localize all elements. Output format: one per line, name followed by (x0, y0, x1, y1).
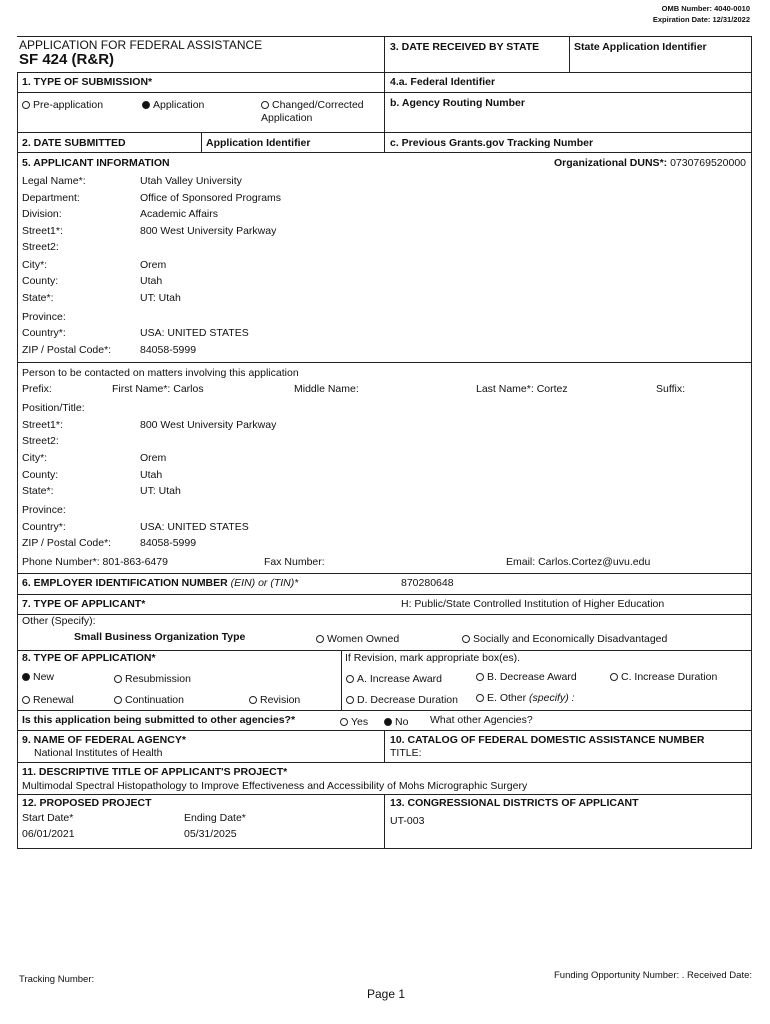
women-owned-option[interactable]: Women Owned (316, 633, 399, 645)
contact-state-value: UT: Utah (140, 485, 181, 497)
federal-identifier-label: 4.a. Federal Identifier (390, 76, 496, 88)
ending-date-value: 05/31/2025 (184, 828, 237, 840)
what-other-agencies: What other Agencies? (430, 714, 533, 726)
applicant-label-2: Division: (22, 208, 62, 220)
division-value: Academic Affairs (140, 208, 219, 220)
agency-routing-number-label: b. Agency Routing Number (390, 97, 525, 109)
tracking-number-label: Tracking Number: (19, 974, 95, 985)
previous-tracking-number-label: c. Previous Grants.gov Tracking Number (390, 137, 594, 149)
type-of-submission-title: 1. TYPE OF SUBMISSION* (22, 76, 153, 88)
applicant-label-5: City*: (22, 259, 48, 271)
other-option[interactable]: E. Other (specify) : (476, 692, 575, 704)
disadvantaged-option[interactable]: Socially and Economically Disadvantaged (462, 633, 667, 645)
cfda-title: 10. CATALOG OF FEDERAL DOMESTIC ASSISTANCE NUMBER (390, 734, 705, 746)
applicant-label-10: ZIP / Postal Code*: (22, 344, 112, 356)
renewal-option[interactable]: Renewal (22, 694, 74, 706)
project-title-label: 11. DESCRIPTIVE TITLE OF APPLICANT'S PROJECT* (22, 766, 288, 778)
congressional-districts-title: 13. CONGRESSIONAL DISTRICTS OF APPLICANT (390, 797, 639, 809)
department-value: Office of Sponsored Programs (140, 192, 282, 204)
form-title: APPLICATION FOR FEDERAL ASSISTANCE (19, 38, 263, 52)
pre-application-option[interactable]: Pre-application (22, 99, 103, 111)
no-radio[interactable] (384, 718, 392, 726)
start-date-value: 06/01/2021 (22, 828, 75, 840)
cfda-title-label: TITLE: (390, 747, 422, 759)
country-value: USA: UNITED STATES (140, 327, 249, 339)
application-radio[interactable] (142, 101, 150, 109)
disadvantaged-radio[interactable] (462, 635, 470, 643)
application-option[interactable]: Application (142, 99, 204, 111)
expiration-date: Expiration Date: 12/31/2022 (652, 15, 750, 24)
decrease-duration-option[interactable]: D. Decrease Duration (346, 694, 458, 706)
increase-duration-radio[interactable] (610, 673, 618, 681)
contact-phone: Phone Number*: 801-863-6479 (22, 556, 168, 568)
contact-email: Email: Carlos.Cortez@uvu.edu (506, 556, 651, 568)
continuation-option[interactable]: Continuation (114, 694, 184, 706)
applicant-label-6: County: (22, 275, 59, 287)
date-received-label: 3. DATE RECEIVED BY STATE (390, 41, 540, 53)
changed-corrected-option[interactable]: Changed/Corrected (261, 99, 364, 111)
contact-country-value: USA: UNITED STATES (140, 521, 249, 533)
renewal-radio[interactable] (22, 696, 30, 704)
contact-zip-value: 84058-5999 (140, 537, 197, 549)
revision-option[interactable]: Revision (249, 694, 300, 706)
women-owned-radio[interactable] (316, 635, 324, 643)
county-value: Utah (140, 275, 163, 287)
contact-last-name: Last Name*: Cortez (476, 383, 568, 395)
type-of-applicant-value: H: Public/State Controlled Institution of Higher Education (401, 598, 665, 610)
decrease-award-radio[interactable] (476, 673, 484, 681)
contact-street1-value: 800 West University Parkway (140, 419, 277, 431)
contact-label-0: Position/Title: (22, 402, 85, 414)
city-value: Orem (140, 259, 167, 271)
zip-value: 84058-5999 (140, 344, 197, 356)
date-submitted-label: 2. DATE SUBMITTED (22, 137, 126, 149)
small-business-type-label: Small Business Organization Type (74, 631, 246, 643)
type-of-applicant-title: 7. TYPE OF APPLICANT* (22, 598, 146, 610)
increase-duration-option[interactable]: C. Increase Duration (610, 671, 717, 683)
other-agencies-question: Is this application being submitted to other agencies?* (22, 714, 296, 726)
contact-fax: Fax Number: (264, 556, 325, 568)
contact-first-name: First Name*: Carlos (112, 383, 204, 395)
contact-label-1: Street1*: (22, 419, 63, 431)
congressional-districts-value: UT-003 (390, 815, 425, 827)
legal-name-value: Utah Valley University (140, 175, 242, 187)
new-option[interactable]: New (22, 671, 54, 683)
revision-note: If Revision, mark appropriate box(es). (345, 652, 521, 664)
resubmission-radio[interactable] (114, 675, 122, 683)
type-of-application-title: 8. TYPE OF APPLICATION* (22, 652, 156, 664)
contact-label-2: Street2: (22, 435, 59, 447)
decrease-duration-radio[interactable] (346, 696, 354, 704)
contact-suffix: Suffix: (656, 383, 685, 395)
increase-award-radio[interactable] (346, 675, 354, 683)
contact-label-5: State*: (22, 485, 54, 497)
other-specify-label: Other (Specify): (22, 615, 96, 627)
ending-date-label: Ending Date* (184, 812, 246, 824)
omb-number: OMB Number: 4040-0010 (661, 4, 750, 13)
contact-label-3: City*: (22, 452, 48, 464)
applicant-information-title: 5. APPLICANT INFORMATION (22, 157, 170, 169)
changed-corrected-radio[interactable] (261, 101, 269, 109)
contact-label-8: ZIP / Postal Code*: (22, 537, 112, 549)
federal-agency-value: National Institutes of Health (34, 747, 163, 759)
applicant-label-3: Street1*: (22, 225, 63, 237)
street1-value: 800 West University Parkway (140, 225, 277, 237)
continuation-radio[interactable] (114, 696, 122, 704)
contact-label-7: Country*: (22, 521, 66, 533)
decrease-award-option[interactable]: B. Decrease Award (476, 671, 577, 683)
contact-county-value: Utah (140, 469, 163, 481)
revision-radio[interactable] (249, 696, 257, 704)
new-radio[interactable] (22, 673, 30, 681)
project-title-value: Multimodal Spectral Histopathology to Improve Effectiveness and Accessibility of Mohs Micrographic Surgery (22, 780, 528, 792)
page-number: Page 1 (367, 987, 406, 1001)
proposed-project-title: 12. PROPOSED PROJECT (22, 797, 152, 809)
contact-prefix: Prefix: (22, 383, 52, 395)
other-agencies-yes-option[interactable]: Yes (340, 716, 368, 728)
applicant-label-1: Department: (22, 192, 80, 204)
other-agencies-no-option[interactable]: No (384, 716, 408, 728)
other-radio[interactable] (476, 694, 484, 702)
applicant-label-8: Province: (22, 311, 66, 323)
contact-label-6: Province: (22, 504, 66, 516)
start-date-label: Start Date* (22, 812, 74, 824)
pre-application-radio[interactable] (22, 101, 30, 109)
applicant-label-4: Street2: (22, 241, 59, 253)
yes-radio[interactable] (340, 718, 348, 726)
state-application-id-label: State Application Identifier (574, 41, 707, 53)
increase-award-option[interactable]: A. Increase Award (346, 673, 442, 685)
ein-title: 6. EMPLOYER IDENTIFICATION NUMBER (EIN) or (TIN)* (22, 577, 299, 589)
changed-corrected-label-line2: Application (261, 112, 313, 124)
contact-middle-name: Middle Name: (294, 383, 359, 395)
organizational-duns: Organizational DUNS*: 0730769520000 (553, 157, 746, 169)
contact-label-4: County: (22, 469, 59, 481)
contact-intro: Person to be contacted on matters involving this application (22, 367, 299, 379)
application-identifier-label: Application Identifier (206, 137, 311, 149)
funding-opportunity-label: Funding Opportunity Number: . Received Date: (553, 970, 752, 981)
state-value: UT: Utah (140, 292, 181, 304)
form-number: SF 424 (R&R) (19, 51, 115, 68)
ein-value: 870280648 (401, 577, 454, 589)
resubmission-option[interactable]: Resubmission (114, 673, 191, 685)
applicant-label-7: State*: (22, 292, 54, 304)
federal-agency-title: 9. NAME OF FEDERAL AGENCY* (22, 734, 186, 746)
contact-city-value: Orem (140, 452, 167, 464)
applicant-label-0: Legal Name*: (22, 175, 86, 187)
applicant-label-9: Country*: (22, 327, 66, 339)
